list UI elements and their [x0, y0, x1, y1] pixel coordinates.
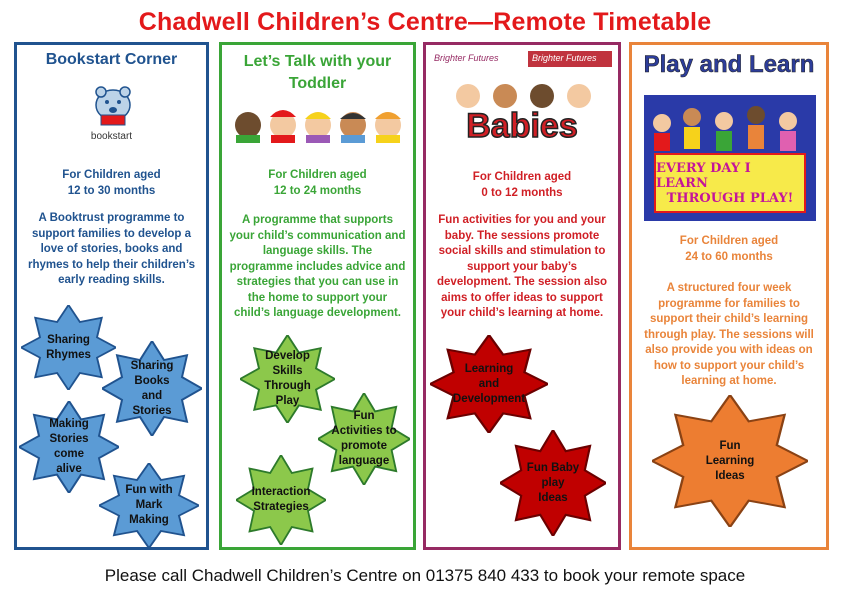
programme-description: A Booktrust programme to support families to develop a love of stories, books and rhymes to help their children’s early reading skills. [27, 212, 195, 286]
star-learning-development: Learning and Development [430, 335, 548, 433]
age-label: For Children aged 0 to 12 months [472, 171, 572, 199]
programme-description: A structured four week programme for families to support their child’s learning through play. The sessions will also provide you with ideas on how to support your child’s learning at home. [644, 282, 814, 387]
brighter-futures-logo: Brighter Futures [434, 53, 499, 63]
brighter-futures-banner: Brighter Futures [528, 51, 612, 67]
bookstart-heading: Bookstart Corner [45, 51, 178, 68]
star-develop-skills: Develop Skills Through Play [240, 335, 335, 423]
booking-footer: Please call Chadwell Children’s Centre on 01375 840 433 to book your remote space [104, 566, 746, 585]
programme-description: Fun activities for you and your baby. The sessions promote social skills and stimulation to support your baby’s development. The session also aims to offer ideas to support your child’s learning at home. [437, 214, 607, 319]
star-fun-baby-play: Fun Baby play Ideas [500, 430, 606, 536]
star-mark-making: Fun with Mark Making [99, 463, 199, 548]
play-learn-heading: Play and Learn [643, 51, 815, 78]
age-label: For Children aged 12 to 30 months [62, 169, 161, 197]
every-day-banner: EVERY DAY I LEARN THROUGH PLAY! [654, 153, 806, 213]
bookstart-bear-logo-icon [89, 83, 137, 133]
toddler-faces-icon [228, 105, 408, 143]
children-playing-icon [644, 95, 816, 153]
bookstart-logo-text: bookstart [90, 131, 133, 142]
page-title: Chadwell Children’s Centre—Remote Timetable [138, 8, 712, 36]
age-label: For Children aged 24 to 60 months [679, 235, 779, 263]
toddler-heading: Let’s Talk with your Toddler [243, 53, 392, 92]
star-interaction-strategies: Interaction Strategies [236, 455, 326, 545]
star-fun-activities: Fun Activities to promote language [318, 393, 410, 485]
star-making-stories: Making Stories come alive [19, 401, 119, 493]
programme-description: A programme that supports your child’s communication and language skills. The programme includes advice and strategies that you can use in the home to support your child’s language development. [229, 214, 406, 319]
star-fun-learning-ideas: Fun Learning Ideas [652, 395, 808, 527]
play-learn-column [629, 42, 829, 550]
star-sharing-rhymes: Sharing Rhymes [21, 305, 116, 390]
babies-heading: Babies [466, 107, 578, 145]
toddler-column [219, 42, 416, 550]
age-label: For Children aged 12 to 24 months [268, 169, 367, 197]
babies-column [423, 42, 621, 550]
bookstart-column [14, 42, 209, 550]
star-sharing-books: Sharing Books and Stories [102, 341, 202, 436]
play-learn-banner [644, 95, 816, 221]
